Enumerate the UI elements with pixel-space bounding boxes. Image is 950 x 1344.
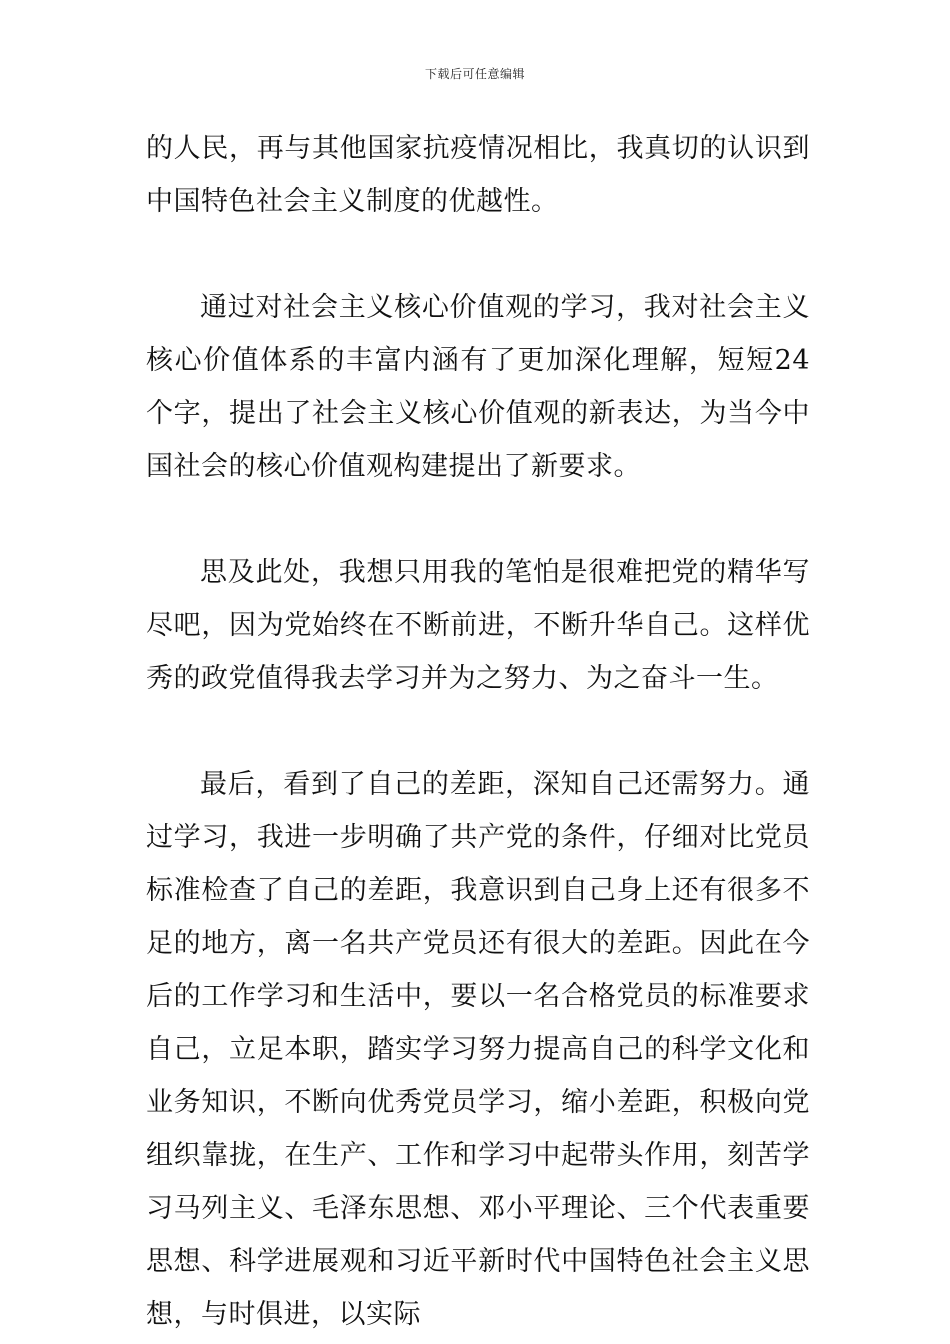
paragraph-4: 最后，看到了自己的差距，深知自己还需努力。通过学习，我进一步明确了共产党的条件，仔细对比党员标准检查了自己的差距，我意识到自己身上还有很多不足的地方，离一名共产党员还有很大的差距。因此在今后的工作学习和生活中，要以一名合格党员的标准要求自己，立足本职，踏实学习努力提高自己的科学文化和业务知识，不断向优秀党员学习，缩小差距，积极向党组织靠拢，在生产、工作和学习中起带头作用，刻苦学习马列主义、毛泽东思想、邓小平理论、三个代表重要思想、科学进展观和习近平新时代中国特色社会主义思想，与时俱进，以实际 <box>146 769 810 1330</box>
paragraph-2: 通过对社会主义核心价值观的学习，我对社会主义核心价值体系的丰富内涵有了更加深化理解，短短24个字，提出了社会主义核心价值观的新表达，为当今中国社会的核心价值观构建提出了新要求。 <box>146 292 810 482</box>
paragraph-1: 的人民，再与其他国家抗疫情况相比，我真切的认识到中国特色社会主义制度的优越性。 <box>146 133 810 217</box>
document-body <box>146 122 810 1341</box>
paragraph-spacer <box>146 228 810 281</box>
paragraph-spacer <box>146 705 810 758</box>
paragraph-spacer <box>146 493 810 546</box>
paragraph-3: 思及此处，我想只用我的笔怕是很难把党的精华写尽吧，因为党始终在不断前进，不断升华自己。这样优秀的政党值得我去学习并为之努力、为之奋斗一生。 <box>146 557 810 694</box>
page-header: 下载后可任意编辑 <box>424 67 525 81</box>
